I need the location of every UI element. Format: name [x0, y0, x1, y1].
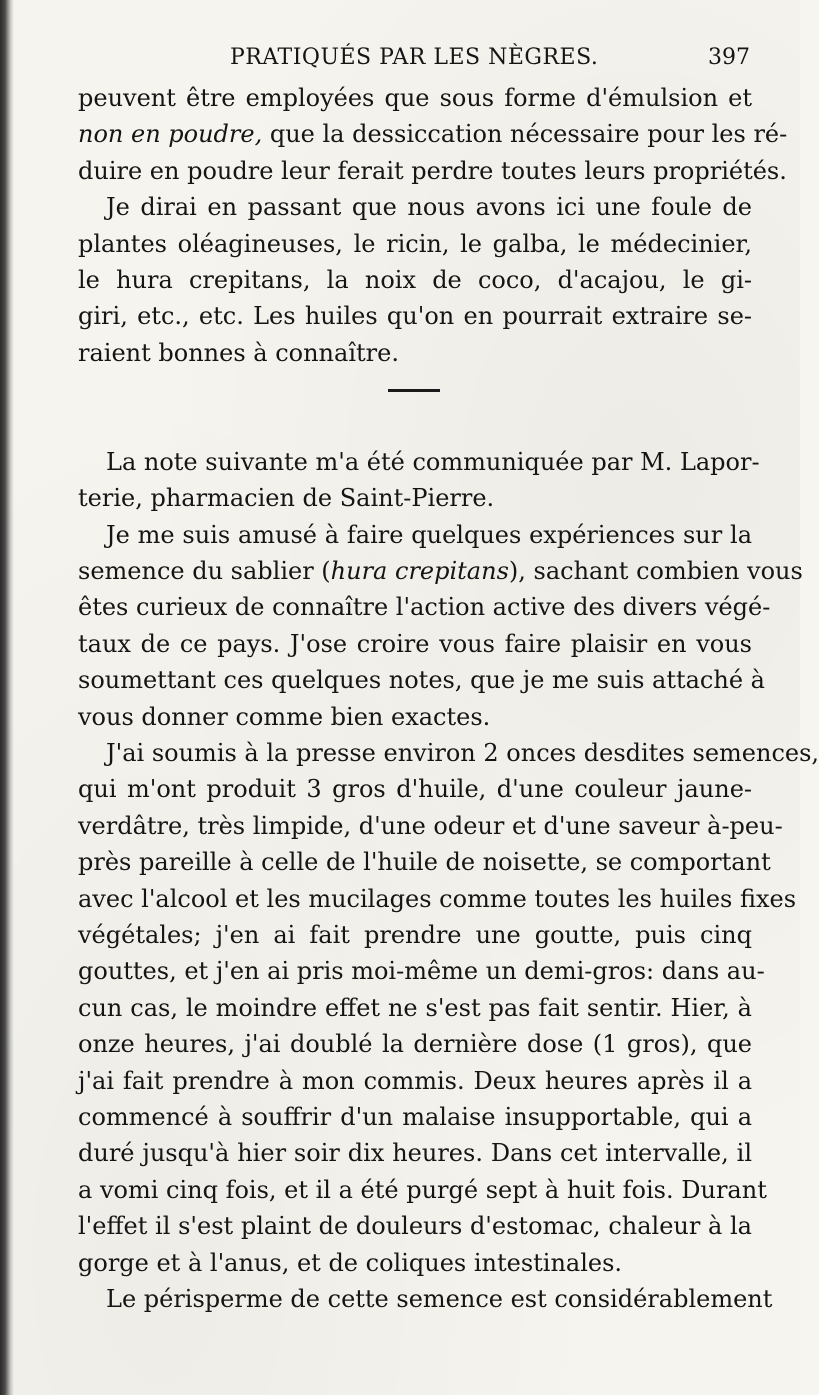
- text-line: le hura crepitans, la noix de coco, d'acajou, le gi-: [78, 265, 752, 294]
- text-line: terie, pharmacien de Saint-Pierre.: [78, 484, 495, 513]
- text-line: Le périsperme de cette semence est considérablement: [106, 1284, 773, 1313]
- text-fragment: semence du sablier (: [78, 557, 331, 586]
- text-line: Je me suis amusé à faire quelques expériences sur la: [106, 520, 752, 549]
- text-line: j'ai fait prendre à mon commis. Deux heures après il a: [78, 1066, 752, 1095]
- blank-space: [78, 408, 752, 444]
- text-line: a vomi cinq fois, et il a été purgé sept à huit fois. Durant: [78, 1175, 767, 1204]
- separator-rule: [388, 389, 440, 392]
- page-number: 397: [708, 45, 750, 70]
- section-separator: [78, 371, 752, 407]
- text-fragment: ), sachant combien vous: [508, 557, 803, 586]
- page-binding-shadow: [0, 0, 14, 1395]
- text-line: Je dirai en passant que nous avons ici une foule de: [106, 193, 752, 222]
- text-line: peuvent être employées que sous forme d'émulsion et: [78, 84, 752, 112]
- page-header: [80, 36, 750, 80]
- text-line: gorge et à l'anus, et de coliques intestinales.: [78, 1248, 623, 1277]
- text-line: commencé à souffrir d'un malaise insupportable, qui a: [78, 1102, 752, 1131]
- text-line: [78, 553, 803, 589]
- text-line: vous donner comme bien exactes.: [78, 702, 491, 731]
- text-line: qui m'ont produit 3 gros d'huile, d'une couleur jaune-: [78, 775, 752, 804]
- text-fragment: que la dessiccation nécessaire pour les ré-: [262, 120, 788, 149]
- text-line: duré jusqu'à hier soir dix heures. Dans cet intervalle, il: [78, 1139, 752, 1168]
- text-line: taux de ce pays. J'ose croire vous faire plaisir en vous: [78, 629, 752, 658]
- text-line: près pareille à celle de l'huile de noisette, se comportant: [78, 848, 771, 877]
- text-line: raient bonnes à connaître.: [78, 338, 399, 367]
- text-line: duire en poudre leur ferait perdre toutes leurs propriétés.: [78, 156, 787, 185]
- running-title: PRATIQUÉS PAR LES NÈGRES.: [230, 45, 599, 70]
- italic-phrase: hura crepitans: [330, 557, 509, 586]
- text-line: gouttes, et j'en ai pris moi-même un demi-gros: dans au-: [78, 957, 765, 986]
- text-line: êtes curieux de connaître l'action active des divers végé-: [78, 593, 771, 622]
- italic-phrase: non en poudre,: [78, 120, 263, 149]
- text-line: onze heures, j'ai doublé la dernière dose (1 gros), que: [78, 1030, 752, 1059]
- text-line: cun cas, le moindre effet ne s'est pas fait sentir. Hier, à: [78, 993, 752, 1022]
- text-line: soumettant ces quelques notes, que je me suis attaché à: [78, 666, 765, 695]
- text-line: La note suivante m'a été communiquée par M. Lapor-: [106, 447, 760, 476]
- text-line: avec l'alcool et les mucilages comme toutes les huiles fixes: [78, 884, 797, 913]
- text-line: plantes oléagineuses, le ricin, le galba, le médecinier,: [78, 229, 752, 258]
- text-line: J'ai soumis à la presse environ 2 onces desdites semences,: [106, 739, 819, 768]
- text-line: [78, 116, 788, 152]
- page-body: [78, 80, 819, 1317]
- text-line: giri, etc., etc. Les huiles qu'on en pourrait extraire se-: [78, 302, 752, 331]
- text-line: l'effet il s'est plaint de douleurs d'estomac, chaleur à la: [78, 1212, 752, 1241]
- text-line: végétales; j'en ai fait prendre une goutte, puis cinq: [78, 920, 752, 949]
- text-line: verdâtre, très limpide, d'une odeur et d'une saveur à-peu-: [78, 811, 783, 840]
